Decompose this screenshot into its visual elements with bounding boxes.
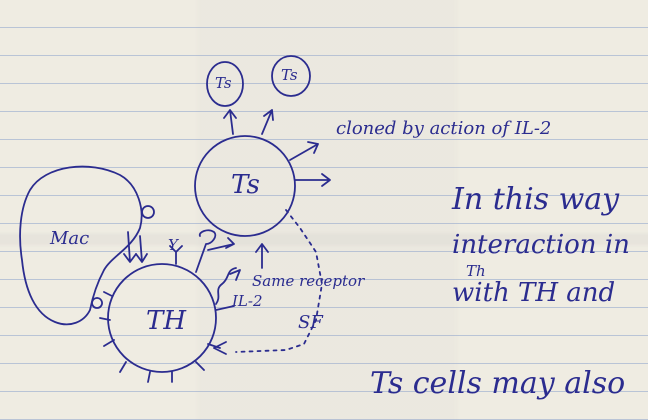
macrophage-receptor	[92, 298, 102, 308]
ts-arrow-right-1	[290, 142, 318, 160]
sf-label: SF	[298, 312, 323, 333]
note-line-1: In this way	[452, 182, 620, 217]
same-receptor-label: Same receptor	[252, 272, 365, 290]
y-receptor-label: Y	[168, 236, 178, 254]
ts-arrow-up-2	[262, 110, 273, 134]
ts-small-cell-1-label: Ts	[215, 74, 232, 92]
mac-label: Mac	[50, 228, 90, 249]
th-ts-contact	[196, 230, 215, 272]
note-line-4: Ts cells may also	[370, 366, 626, 401]
mac-to-th-arrow-2	[136, 236, 147, 262]
il2-arrow	[230, 270, 240, 280]
clonal-note: cloned by action of IL-2	[336, 118, 552, 139]
il2-label: IL-2	[232, 292, 263, 310]
note-line-2: interaction in	[452, 230, 630, 260]
ts-receptor-arrow	[256, 244, 268, 268]
macrophage-antigen	[142, 206, 154, 218]
ts-arrow-right-2	[295, 174, 330, 186]
ts-small-cell-2-label: Ts	[281, 66, 298, 84]
ts-cell-label: Ts	[231, 170, 260, 200]
note-line-2-insert: Th	[466, 262, 486, 280]
ts-arrow-up-1	[224, 110, 236, 134]
th-cell-label: TH	[146, 306, 187, 336]
note-line-3: with TH and	[452, 278, 616, 308]
contact-arrow	[208, 238, 234, 250]
